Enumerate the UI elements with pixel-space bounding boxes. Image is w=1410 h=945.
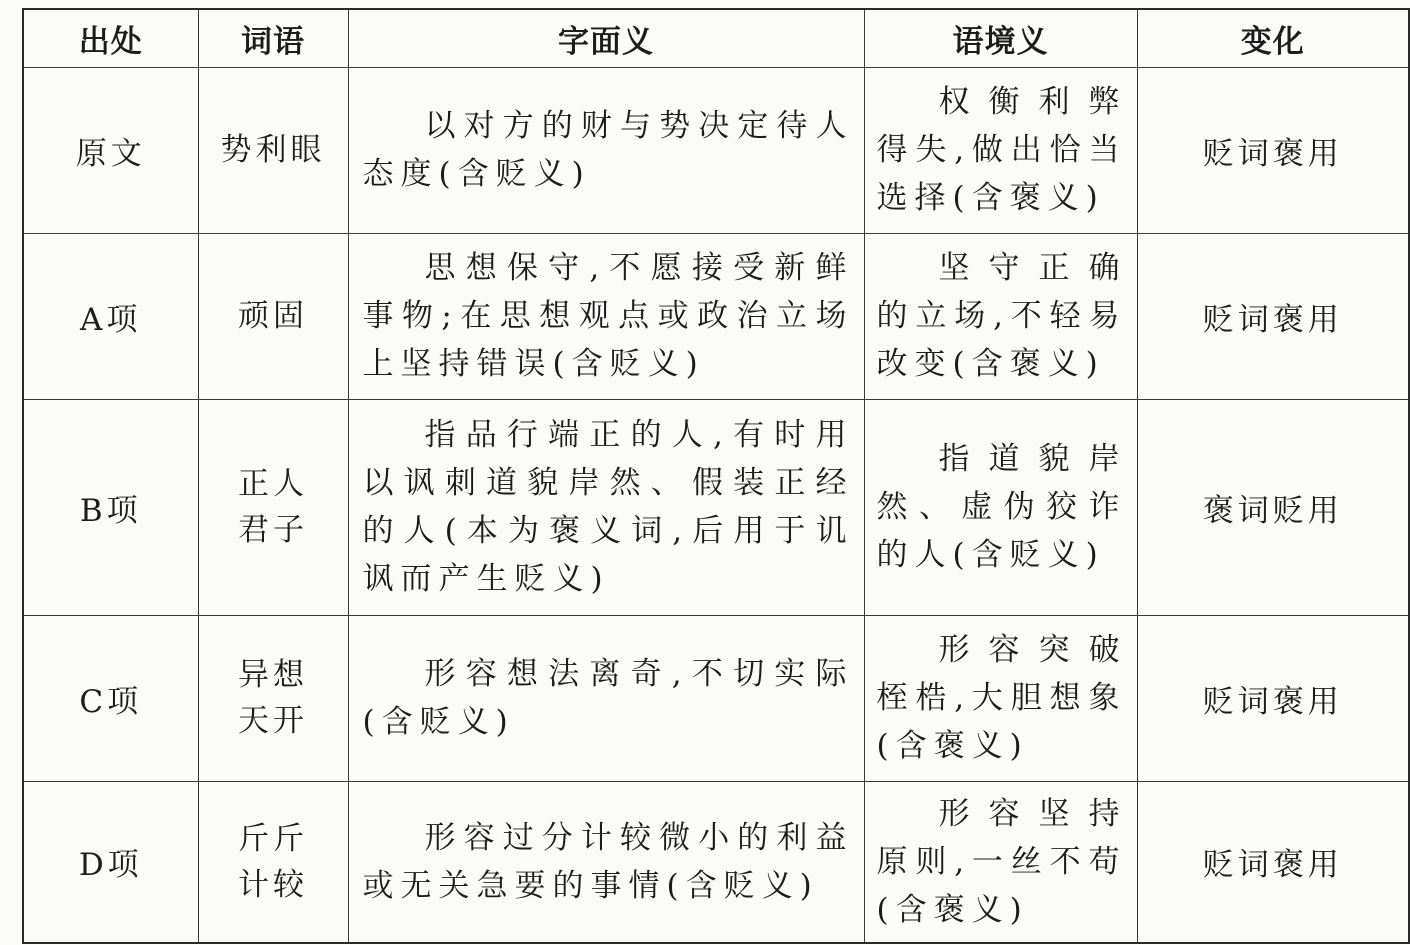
cell-source: B项 xyxy=(23,399,198,615)
cell-change: 贬词褒用 xyxy=(1137,67,1409,233)
header-context-meaning: 语境义 xyxy=(864,9,1137,67)
table-header xyxy=(23,9,1409,67)
cell-word xyxy=(198,615,348,781)
cell-word xyxy=(198,67,348,233)
cell-literal-meaning xyxy=(348,67,864,233)
header-word: 词语 xyxy=(198,9,348,67)
table-body xyxy=(23,67,1409,943)
cell-context-meaning xyxy=(864,233,1137,399)
context-text: 形容突破桎梏,大胆想象(含褒义) xyxy=(876,632,1127,764)
word-line: 天开 xyxy=(238,703,308,739)
table-row xyxy=(23,67,1409,233)
word-line: 君子 xyxy=(238,512,308,548)
table-row xyxy=(23,781,1409,943)
cell-source: C项 xyxy=(23,615,198,781)
header-change: 变化 xyxy=(1137,9,1409,67)
cell-source: A项 xyxy=(23,233,198,399)
cell-word xyxy=(198,399,348,615)
literal-text: 形容过分计较微小的利益或无关急要的事情(含贬义) xyxy=(362,819,854,904)
cell-context-meaning xyxy=(864,781,1137,943)
word-line: 斤斤 xyxy=(238,820,308,857)
context-text: 指道貌岸然、虚伪狡诈的人(含贬义) xyxy=(876,441,1127,573)
cell-change: 褒词贬用 xyxy=(1137,399,1409,615)
cell-literal-meaning xyxy=(348,781,864,943)
context-text: 坚守正确的立场,不轻易改变(含褒义) xyxy=(876,250,1127,382)
table-row xyxy=(23,233,1409,399)
literal-text: 以对方的财与势决定待人态度(含贬义) xyxy=(362,108,854,192)
cell-word xyxy=(198,233,348,399)
cell-source: 原文 xyxy=(23,67,198,233)
table-row xyxy=(23,615,1409,781)
word-line: 计较 xyxy=(238,866,308,903)
cell-context-meaning xyxy=(864,615,1137,781)
table-row xyxy=(23,399,1409,615)
context-text: 形容坚持原则,一丝不苟(含褒义) xyxy=(876,795,1127,928)
cell-word xyxy=(198,781,348,943)
cell-literal-meaning xyxy=(348,615,864,781)
cell-literal-meaning xyxy=(348,399,864,615)
header-literal-meaning: 字面义 xyxy=(348,9,864,67)
word-line: 正人 xyxy=(238,466,308,502)
header-source: 出处 xyxy=(23,9,198,67)
context-text: 权衡利弊得失,做出恰当选择(含褒义) xyxy=(876,84,1127,216)
cell-literal-meaning xyxy=(348,233,864,399)
cell-change: 贬词褒用 xyxy=(1137,615,1409,781)
cell-source: D项 xyxy=(23,781,198,943)
word-line: 顽固 xyxy=(238,298,308,334)
word-line: 异想 xyxy=(238,657,308,693)
header-row xyxy=(23,9,1409,67)
cell-change: 贬词褒用 xyxy=(1137,781,1409,943)
cell-context-meaning xyxy=(864,67,1137,233)
cell-change: 贬词褒用 xyxy=(1137,233,1409,399)
cell-context-meaning xyxy=(864,399,1137,615)
word-meaning-table-wrapper xyxy=(22,8,1408,942)
word-meaning-table xyxy=(22,8,1410,944)
word-line: 势利眼 xyxy=(220,132,326,168)
literal-text: 思想保守,不愿接受新鲜事物;在思想观点或政治立场上坚持错误(含贬义) xyxy=(362,250,854,382)
literal-text: 形容想法离奇,不切实际(含贬义) xyxy=(362,656,854,740)
literal-text: 指品行端正的人,有时用以讽刺道貌岸然、假装正经的人(本为褒义词,后用于讥讽而产生贬义) xyxy=(362,417,854,597)
